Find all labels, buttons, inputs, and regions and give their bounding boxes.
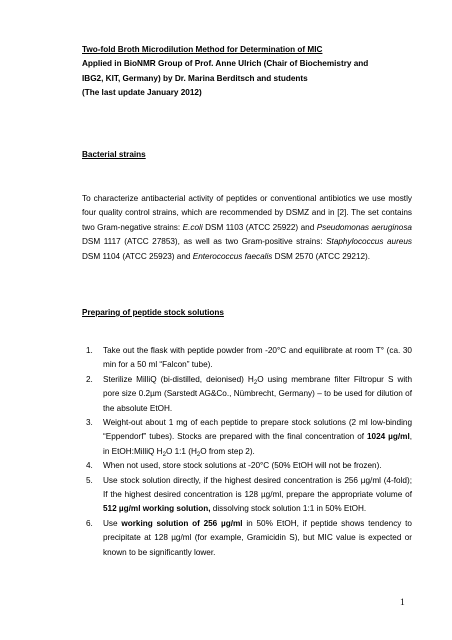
subscript: 2	[253, 379, 258, 386]
page-number: 1	[400, 598, 405, 608]
step-text: Take out the flask with peptide powder from -20°C and equilibrate at room T° (ca. 30 min for a 50 ml “Falcon” tube).	[103, 346, 412, 370]
step-item	[82, 373, 412, 416]
step-number: 5.	[86, 475, 93, 485]
para-text-c: DSM 1117 (ATCC 27853), as well as two Gram-positive strains:	[82, 237, 327, 247]
step-text: O using membrane filter Filtropur S with pore size 0.2µm (Sarstedt AG&Co., Nümbrecht, Germany) – to be used for dilution of the absolute EtOH.	[103, 374, 413, 413]
step-text: When not used, store stock solutions at -20°C (50% EtOH will not be frozen).	[103, 461, 382, 471]
species-ecoli: E.coli	[182, 222, 203, 232]
step-item	[82, 459, 412, 473]
step-number: 3.	[86, 418, 93, 428]
para-text-a: To characterize antibacterial activity of peptides or conventional antibiotics we use mostly four quality control strains, which are recommended by DSMZ and in [2]. The set contains two Gram-negative strains:	[82, 194, 412, 232]
subscript: 2	[162, 451, 166, 458]
step-item	[82, 474, 412, 517]
section-title-stock-solutions: Preparing of peptide stock solutions	[82, 308, 224, 317]
para-text-e: DSM 2570 (ATCC 29212).	[272, 251, 371, 261]
heading-line-1: Two-fold Broth Microdilution Method for Determination of MIC	[82, 45, 323, 54]
step-text: O from step 2).	[200, 446, 255, 456]
step-text: Weight-out about 1 mg of each peptide to prepare stock solutions (2 ml low-binding “Eppendorf” tubes). Stocks are prepared with the final concentration of	[103, 418, 412, 442]
step-bold-text: working solution of 256 µg/ml	[121, 518, 243, 528]
step-bold-text: 1024 µg/ml	[367, 432, 410, 442]
subscript: 2	[196, 451, 201, 458]
step-item	[82, 416, 412, 459]
bacterial-strains-paragraph	[82, 192, 412, 264]
step-text: O 1:1 (H	[165, 446, 197, 456]
section-title-bacterial-strains: Bacterial strains	[82, 150, 146, 159]
step-text: Use stock solution directly, if the highest desired concentration is 256 µg/ml (4-fold); If the highest desired concentration is 128 µg/ml, prepare the appropriate volume of	[103, 475, 412, 500]
step-text: Sterilize MilliQ (bi-distilled, deionised) H	[103, 374, 254, 384]
step-number: 4.	[86, 461, 93, 471]
step-text: , in EtOH:MilliQ H	[103, 432, 413, 456]
step-number: 1.	[86, 346, 93, 355]
step-number: 6.	[86, 518, 93, 528]
species-staphylococcus: Staphylococcus aureus	[326, 237, 412, 247]
preparation-steps-list	[82, 344, 412, 560]
species-pseudomonas: Pseudomonas aeruginosa	[316, 222, 412, 232]
species-enterococcus: Enterococcus faecalis	[192, 251, 273, 261]
para-text-b: DSM 1103 (ATCC 25922) and	[202, 222, 317, 232]
document-heading	[82, 43, 412, 101]
heading-line-4: (The last update January 2012)	[82, 88, 202, 98]
step-text: in 50% EtOH, if peptide shows tendency to precipitate at 128 µg/ml (for example, Gramicidin S), but MIC value is expected or known to be significantly lower.	[103, 518, 412, 557]
para-text-d: DSM 1104 (ATCC 25923) and	[82, 251, 193, 261]
step-text: Use	[103, 518, 122, 528]
step-item	[82, 344, 412, 373]
step-number: 2.	[86, 374, 93, 384]
step-text: dissolving stock solution 1:1 in 50% EtOH.	[210, 504, 367, 514]
heading-line-3: IBG2, KIT, Germany) by Dr. Marina Berditsch and students	[82, 73, 308, 83]
step-item	[82, 517, 412, 560]
step-bold-text: 512 µg/ml working solution,	[103, 504, 211, 514]
heading-line-2: Applied in BioNMR Group of Prof. Anne Ulrich (Chair of Biochemistry and	[82, 59, 369, 69]
